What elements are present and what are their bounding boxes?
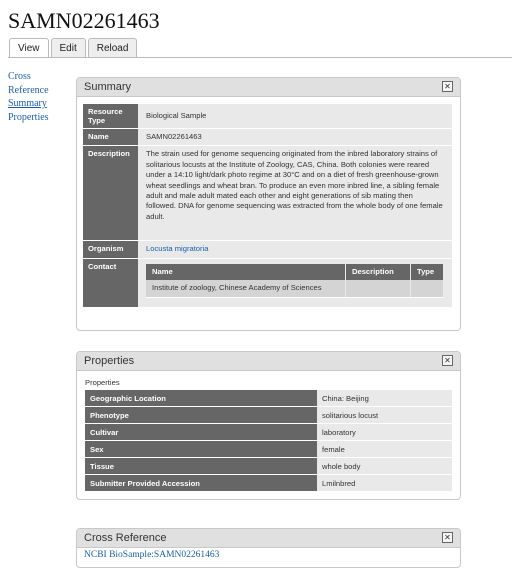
property-value: laboratory (317, 424, 452, 441)
summary-header-title: Summary (84, 81, 132, 93)
contact-header-row (146, 264, 444, 280)
properties-panel (76, 351, 461, 500)
table-row (83, 129, 452, 146)
page-title: SAMN02261463 (8, 8, 160, 33)
nav-summary[interactable]: Summary (8, 98, 47, 109)
contact-col-description: Description (346, 264, 411, 280)
table-row (83, 259, 452, 308)
contact-row (146, 280, 444, 297)
property-value: solitarious locust (317, 407, 452, 424)
table-row (83, 241, 452, 258)
table-row (85, 407, 452, 424)
resource-type-value: Biological Sample (138, 104, 452, 129)
summary-table (83, 104, 452, 308)
summary-panel-header (77, 78, 460, 97)
cross-reference-header-title: Cross Reference (84, 532, 167, 544)
contact-label: Contact (83, 259, 138, 308)
properties-panel-header (77, 352, 460, 371)
contact-col-name: Name (146, 264, 346, 280)
description-value: The strain used for genome sequencing originated from the inbred laboratory strains of solitarious locusts at the Institute of Zoology, CAS, China. Both colonies were reared under a 14:10 light/dark photo regime at 30°C and on a diet of fresh greenhouse-grown wheat seedlings and wheat bran. To produce an even more inbred line, a sibling female adult and male adult mated each other and eight generations of sib mating then followed. DNA for genome sequencing was extracted from the whole body of one female adult. (138, 146, 452, 241)
table-row (83, 104, 452, 129)
table-row (83, 146, 452, 241)
nav-properties[interactable]: Properties (8, 111, 49, 123)
contact-col-type: Type (411, 264, 444, 280)
property-value: China: Beijing (317, 390, 452, 407)
property-key: Submitter Provided Accession (85, 475, 317, 492)
description-label: Description (83, 146, 138, 241)
properties-table (85, 390, 452, 492)
property-key: Geographic Location (85, 390, 317, 407)
properties-subtitle: Properties (85, 378, 120, 387)
table-row (85, 390, 452, 407)
property-value: female (317, 441, 452, 458)
tab-bar (9, 38, 137, 58)
name-value: SAMN02261463 (138, 129, 452, 146)
tab-divider (8, 57, 512, 58)
organism-link[interactable]: Locusta migratoria (146, 244, 209, 254)
contact-cell (138, 259, 452, 308)
property-value: whole body (317, 458, 452, 475)
tab-reload[interactable]: Reload (88, 38, 138, 58)
contact-type (411, 280, 444, 297)
cross-reference-panel-header (77, 529, 460, 548)
close-icon[interactable]: ✕ (442, 81, 453, 92)
property-key: Cultivar (85, 424, 317, 441)
organism-cell (138, 241, 452, 258)
resource-type-label: Resource Type (83, 104, 138, 129)
table-row (85, 441, 452, 458)
cross-reference-panel (76, 528, 461, 568)
table-row (85, 475, 452, 492)
name-label: Name (83, 129, 138, 146)
contact-table (146, 264, 444, 298)
nav-cross[interactable]: Cross (8, 71, 31, 82)
table-row (85, 458, 452, 475)
tab-edit[interactable]: Edit (51, 38, 86, 58)
biosample-link[interactable]: NCBI BioSample:SAMN02261463 (84, 550, 220, 560)
contact-name: Institute of zoology, Chinese Academy of Sciences (146, 280, 346, 297)
property-key: Sex (85, 441, 317, 458)
contact-description (346, 280, 411, 297)
close-icon[interactable]: ✕ (442, 532, 453, 543)
property-key: Tissue (85, 458, 317, 475)
property-key: Phenotype (85, 407, 317, 424)
properties-header-title: Properties (84, 355, 135, 367)
nav-reference[interactable]: Reference (8, 84, 49, 96)
side-navigation (8, 70, 68, 124)
table-row (85, 424, 452, 441)
organism-label: Organism (83, 241, 138, 258)
summary-panel (76, 77, 461, 331)
tab-view[interactable]: View (9, 38, 49, 58)
close-icon[interactable]: ✕ (442, 355, 453, 366)
property-value: Lmilnbred (317, 475, 452, 492)
